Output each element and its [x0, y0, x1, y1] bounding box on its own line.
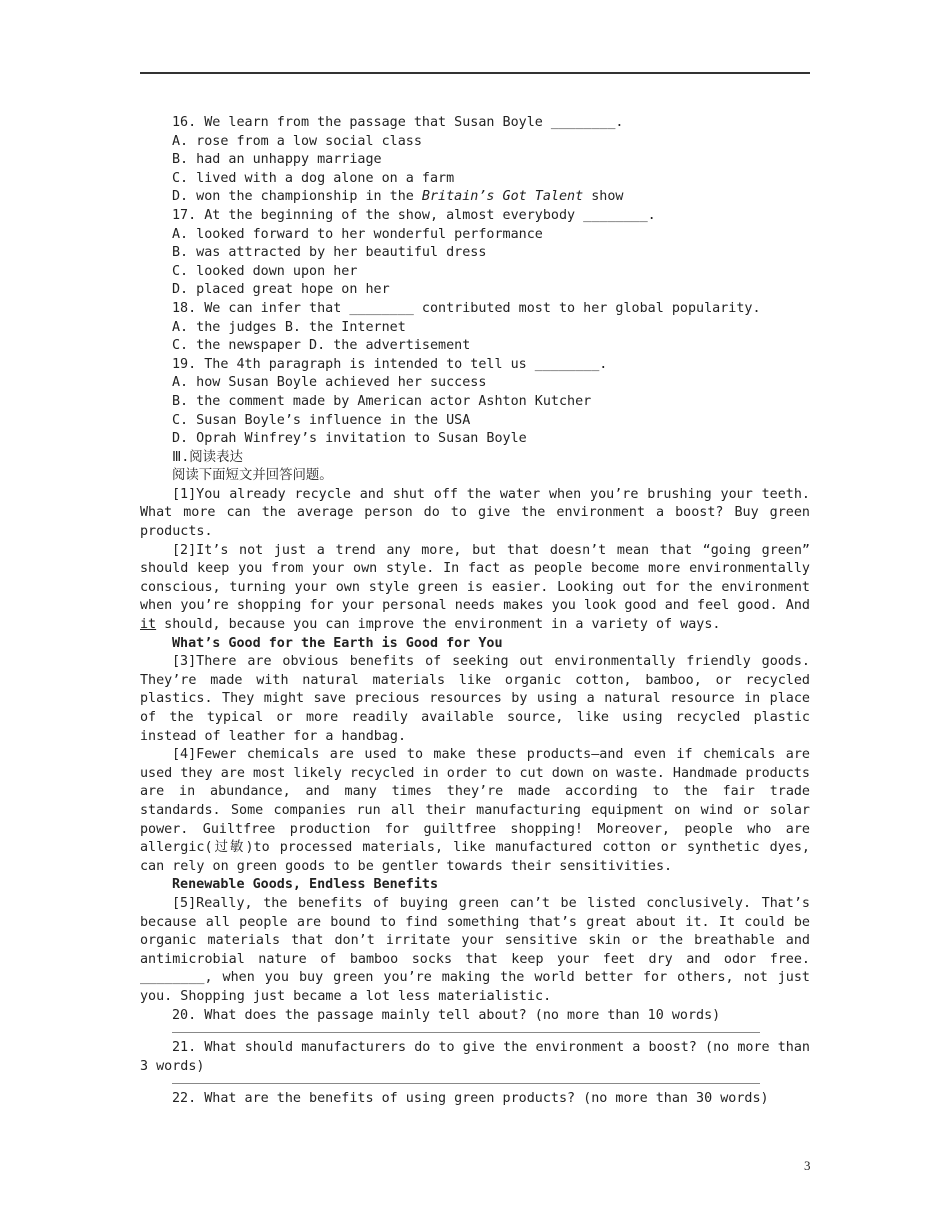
short-question: 22. What are the benefits of using green products? (no more than 30 words) — [172, 1091, 769, 1107]
question-stem: 19. The 4th paragraph is intended to tell us ________. — [172, 356, 608, 372]
passage-paragraph-2 — [140, 542, 810, 635]
answer-option: A. rose from a low social class — [172, 133, 422, 149]
page-content — [140, 114, 810, 1109]
answer-option — [140, 188, 810, 207]
passage-paragraph-5: [5]Really, the benefits of buying green can’t be listed conclusively. That’s because all people are bound to find something that’s great about it. It could be organic materials that don’t irritate your sensitive skin or the breathable and antimicrobial nature of bamboo socks that keep your feet dry and odor free. ________, when you buy green you’re making the world better for others, not just you. Shopping just became a lot less materialistic. — [140, 895, 810, 1004]
paragraph-text: [2]It’s not just a trend any more, but that doesn’t mean that “going green” should keep you from your own style. In fact as people become more environmentally conscious, turning your own style green is easier. Looking out for the environment when you’re shopping for your personal needs makes you look good and feel good. And — [140, 542, 810, 614]
section-instruction: 阅读下面短文并回答问题。 — [172, 468, 333, 484]
show-title: Britain’s Got Talent — [421, 189, 584, 205]
answer-option: C. Susan Boyle’s influence in the USA — [172, 412, 471, 428]
answer-line[interactable] — [172, 1032, 760, 1033]
answer-option: C. the newspaper D. the advertisement — [172, 338, 471, 354]
answer-option: B. the comment made by American actor Ashton Kutcher — [172, 393, 592, 409]
answer-option: D. Oprah Winfrey’s invitation to Susan Boyle — [172, 431, 527, 447]
option-text: show — [583, 189, 624, 205]
passage-paragraph-3: [3]There are obvious benefits of seeking out environmentally friendly goods. They’re made with natural materials like organic cotton, bamboo, or recycled plastics. They might save precious resources by using a natural resource in place of the typical or more readily available source, like using recycled plastic instead of leather for a handbag. — [140, 654, 810, 744]
answer-option: C. lived with a dog alone on a farm — [172, 170, 455, 186]
answer-line[interactable] — [172, 1083, 760, 1084]
passage-subheading: Renewable Goods, Endless Benefits — [172, 877, 439, 893]
section-heading: Ⅲ.阅读表达 — [172, 449, 243, 465]
answer-option: B. had an unhappy marriage — [172, 152, 382, 168]
answer-option: A. how Susan Boyle achieved her success — [172, 375, 487, 391]
underlined-word: it — [140, 617, 157, 633]
question-stem: 16. We learn from the passage that Susan Boyle ________. — [172, 115, 624, 130]
passage-paragraph-4: [4]Fewer chemicals are used to make these products—and even if chemicals are used they are most likely recycled in order to cut down on waste. Handmade products are in abundance, and many times they’re made according to the fair trade standards. Some companies run all their manufacturing equipment on wind or solar power. Guiltfree production for guiltfree shopping! Moreover, people who are allergic(过敏)to processed materials, like manufactured cotton or synthetic dyes, can rely on green goods to be gentler towards their sensitivities. — [140, 747, 810, 874]
answer-option: A. the judges B. the Internet — [172, 319, 406, 335]
passage-paragraph-1: [1]You already recycle and shut off the water when you’re brushing your teeth. What more can the average person do to give the environment a boost? Buy green products. — [140, 486, 810, 540]
question-stem: 18. We can infer that ________ contributed most to her global popularity. — [172, 300, 761, 316]
header-rule — [140, 72, 810, 74]
answer-option: B. was attracted by her beautiful dress — [172, 245, 487, 261]
answer-option: D. placed great hope on her — [172, 282, 390, 298]
question-stem: 17. At the beginning of the show, almost everybody ________. — [172, 207, 656, 223]
answer-option: A. looked forward to her wonderful performance — [172, 226, 543, 242]
option-text: D. won the championship in the — [172, 189, 422, 205]
page-number: 3 — [804, 1158, 811, 1173]
passage-subheading: What’s Good for the Earth is Good for You — [172, 635, 503, 651]
paragraph-text: should, because you can improve the environment in a variety of ways. — [156, 617, 721, 633]
short-question: 20. What does the passage mainly tell about? (no more than 10 words) — [172, 1007, 721, 1023]
answer-option: C. looked down upon her — [172, 263, 358, 279]
short-question: 21. What should manufacturers do to give the environment a boost? (no more than 3 words) — [140, 1040, 810, 1074]
